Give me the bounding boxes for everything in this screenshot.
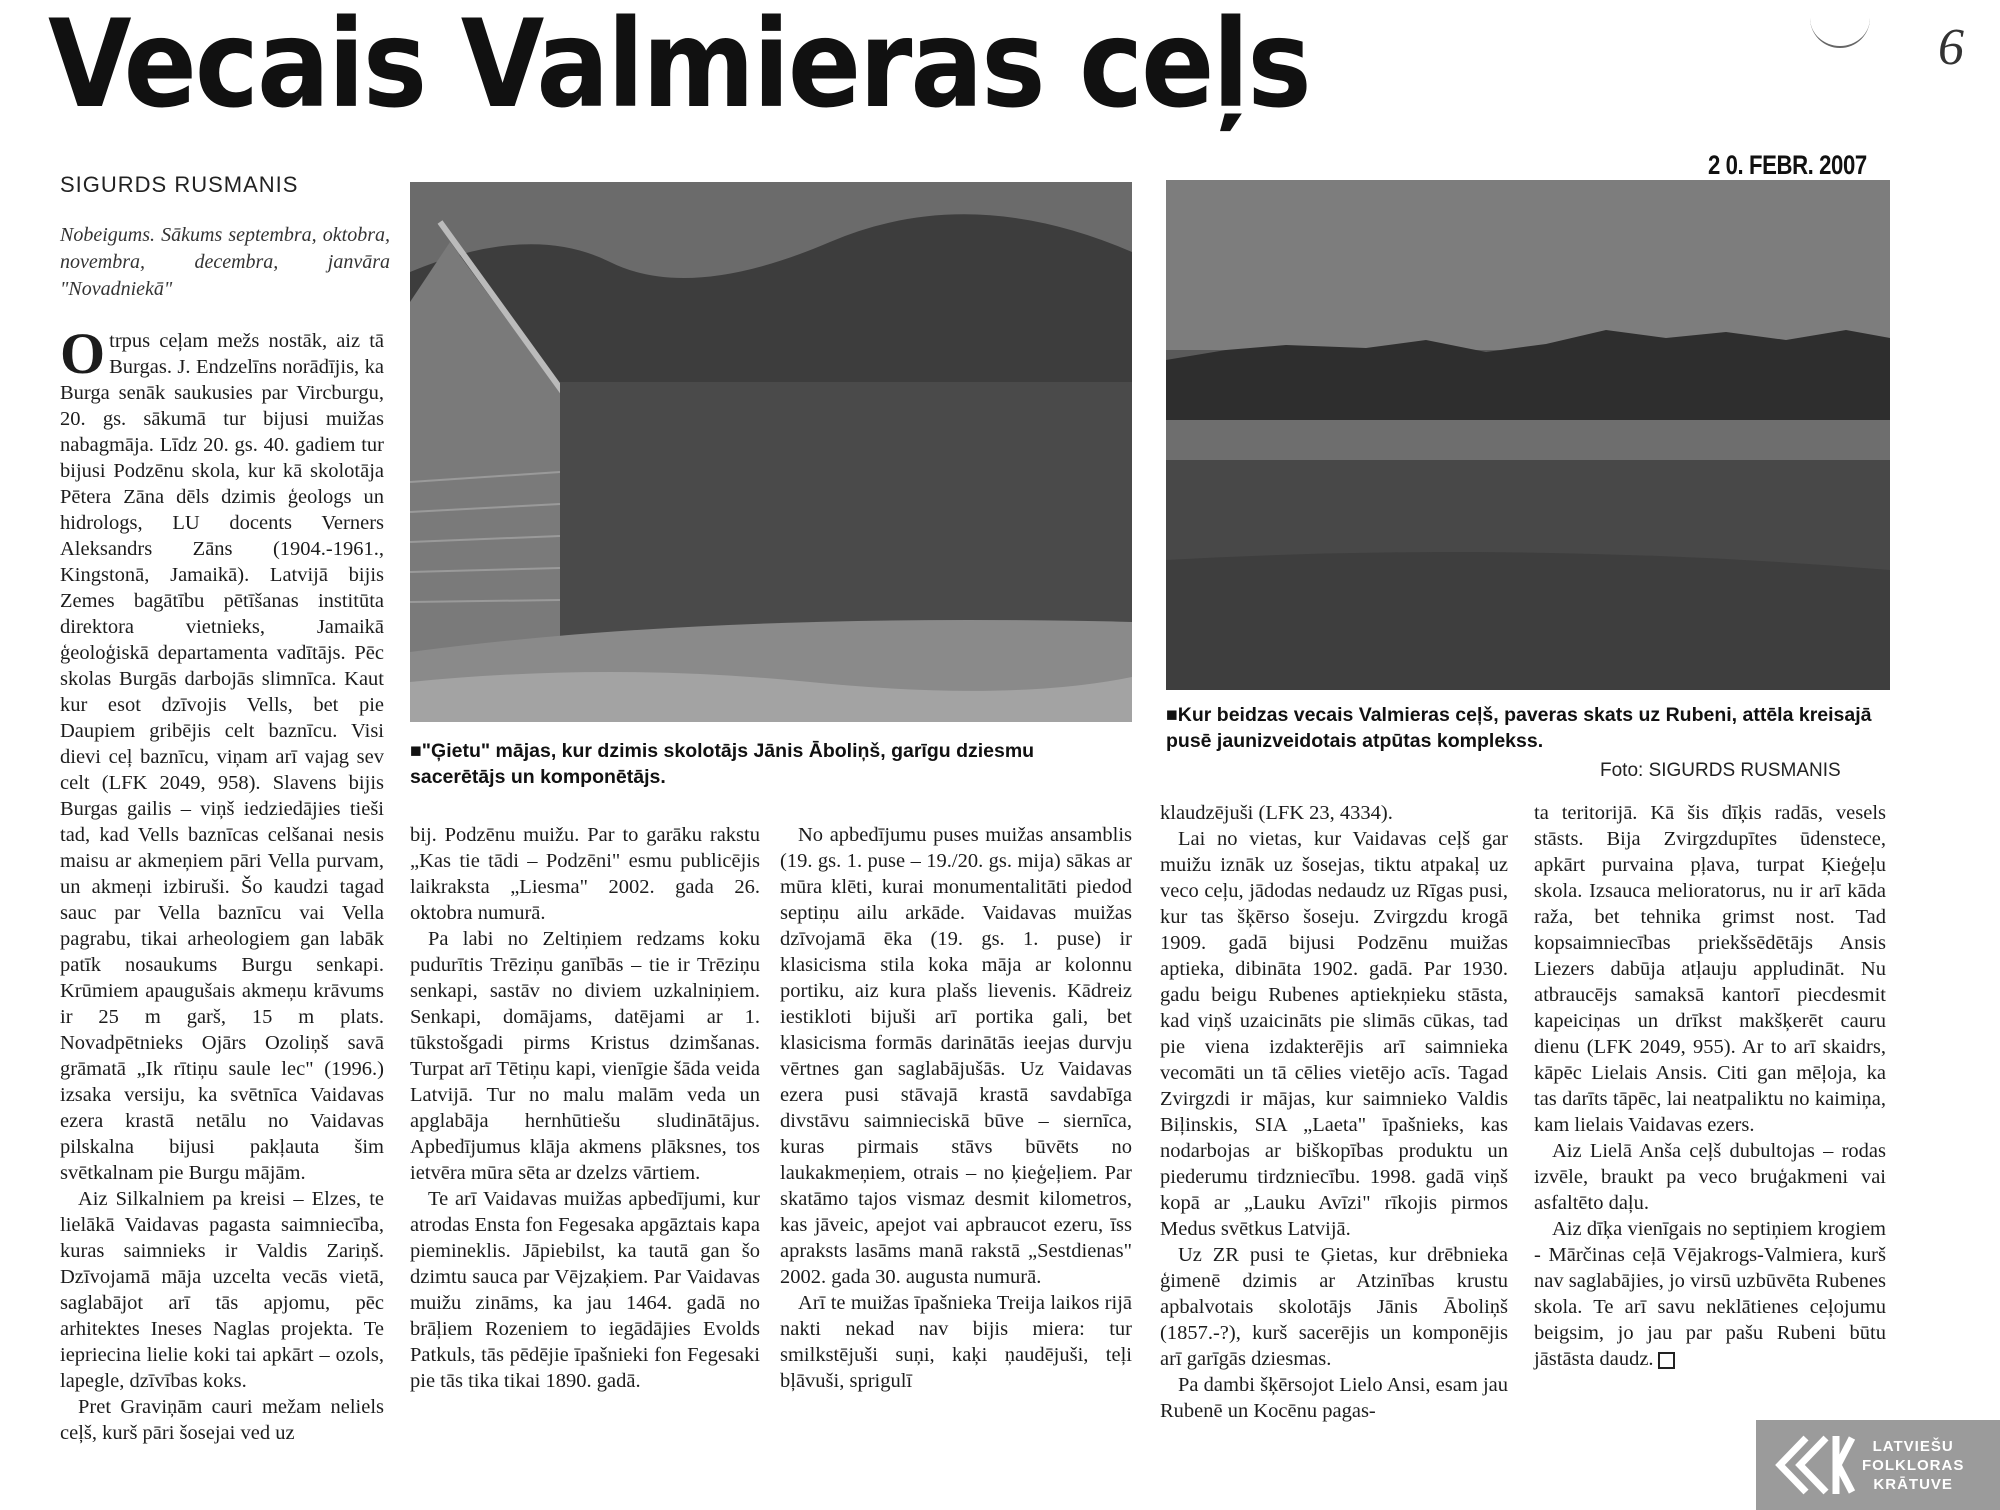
paragraph: Uz ZR pusi te Ģietas, kur drēbnieka ģimenē dzimis ar Atzinības krustu apbalvotais skolotājs Jānis Āboliņš (1857.-?), kurš sacerējis un komponējis arī garīgās dziesmas. — [1160, 1244, 1508, 1370]
drop-cap: O — [60, 321, 106, 386]
photo-gietu-house — [410, 182, 1132, 722]
article-column-1 — [60, 321, 384, 1446]
byline: SIGURDS RUSMANIS — [60, 172, 299, 197]
article-column-3 — [780, 822, 1132, 1394]
archive-logo — [1756, 1420, 2000, 1510]
paragraph — [1534, 1216, 1886, 1372]
article-column-4 — [1160, 800, 1508, 1424]
pen-mark — [1810, 18, 1870, 48]
photo-caption-right — [1166, 702, 1890, 754]
paragraph: Lai no vietas, kur Vaidavas ceļš gar muižu iznāk uz šosejas, tiktu atpakaļ uz veco ceļu, jādodas nedaudz uz Rīgas pusi, kur tas šķērso šoseju. Zvirgzdu krogā 1909. gadā bijusi Podzēnu muižas aptieka, dibināta 1902. gadā. Par 1930. gadu beigu Rubenes aptiekņieku stāsta, kad viņš uzaicināts pie slimās cūkas, tad pie viena izdakterējis arī saimnieka vecomāti un tā cēlies vietējo acīs. Tagad Zvirgzdi ir mājas, kur saimnieko Valdis Biļinskis, SIA „Laeta" īpašnieks, kas nodarbojas ar biškopības produktu un piederumu tirdzniecību. 1998. gadā viņš kopā ar „Lauku Avīzi" rīkojis pirmos Medus svētkus Latvijā. — [1160, 828, 1508, 1240]
date-stamp: 2 0. FEBR. 2007 — [1708, 150, 1867, 180]
logo-text — [1862, 1437, 1964, 1494]
end-mark-icon — [1658, 1352, 1675, 1369]
logo-line: FOLKLORAS — [1862, 1456, 1965, 1474]
photo-rubene-view — [1166, 180, 1890, 690]
paragraph: Aiz Lielā Anša ceļš dubultojas – rodas izvēle, braukt pa veco bruģakmeni vai asfaltēto daļu. — [1534, 1140, 1886, 1214]
photo-caption-left — [410, 738, 1132, 790]
page-number: 6 — [1938, 19, 1964, 76]
paragraph: Aiz Silkalniem pa kreisi – Elzes, te lielākā Vaidavas pagasta saimniecība, kuras saimnieks ir Valdis Zariņš. Dzīvojamā māja uzcelta vecās vietā, saglabājot arī tās apjomu, pēc arhitektes Ineses Naglas projekta. Te iepriecina lielie koki tai apkārt – ozols, lapegle, dzīvības koks. — [60, 1188, 384, 1392]
paragraph: klaudzējuši (LFK 23, 4334). — [1160, 802, 1393, 824]
logo-line: KRĀTUVE — [1873, 1475, 1953, 1493]
paragraph: Pa labi no Zeltiņiem redzams koku pudurītis Trēziņu ganībās – tie ir Trēziņu senkapi, sastāv no diviem uzkalniņiem. Senkapi, domājams, datējami ar 1. tūkstošgadi pirms Kristus dzimšanas. Turpat arī Tētiņu kapi, vienīgie šāda veida Latvijā. Tur no malu malām veda un apglabāja hernhūtiešu sludinātājus. Apbedījumus klāja akmens plāksnes, tos ietvēra mūra sēta ar dzelzs vārtiem. — [410, 928, 760, 1184]
caption-square-icon: ■ — [410, 740, 422, 762]
paragraph: Pret Graviņām cauri mežam neliels ceļš, kurš pāri šosejai ved uz — [60, 1396, 384, 1444]
paragraph: Te arī Vaidavas muižas apbedījumi, kur atrodas Ensta fon Fegesaka apgāztais kapa piemineklis. Jāpiebilst, ka tautā gan šo dzimtu sauca par Vējzaķiem. Par Vaidavas muižu zināms, ka jau 1464. gadā no brāļiem Rozeniem to iegādājies Evolds Patkuls, tās pēdējie īpašnieki fon Fegesaki pie tās tika tikai 1890. gadā. — [410, 1188, 760, 1392]
paragraph-text: trpus ceļam mežs nostāk, aiz tā Burgas. J. Endzelīns norādījis, ka Burga senāk saukusies par Vircburgu, 20. gs. sākumā tur bijusi muižas nabagmāja. Līdz 20. gs. 40. gadiem tur bijusi Podzēnu skola, kur kā skolotāja Pētera Zāna dēls dzimis ģeologs un hidrologs, LU docents Verners Aleksandrs Zāns (1904.-1961., Kingstonā, Jamaikā). Latvijā bijis Zemes bagātību pētīšanas institūta direktora vietnieks, Jamaikā ģeoloģiskā departamenta vadītājs. Pēc skolas Burgās darbojās slimnīca. Kaut kur esot dzīvojis Vells, bet pie Daupiem gribējis celt baznīcu. Visi dievi ceļ baznīcu, viņam arī vajag sev celt (LFK 2049, 958). Slavens bijis Burgas gailis – viņš iedziedājies tieši tad, kad Vells baznīcas celšanai nesis maisu ar akmeņiem pāri Vella purvam, un akmeņi izbiruši. Šo kaudzi tagad sauc par Vella baznīcu vai Vella pagrabu, tikai arheologiem gan labāk patīk nosaukums Burgu senkapi. Krūmiem apaugušais akmeņu krāvums ir 25 m garš, 15 m plats. Novadpētnieks Ojārs Ozoliņš savā grāmatā „Ik rītiņu saule lec" (1996.) izsaka versiju, ka svētnīca Vaidavas ezera krastā netālu no Vaidavas pilskalna bijusi pakļauta šim svētkalnam pie Burgu mājām. — [60, 330, 384, 1184]
paragraph — [60, 321, 384, 1186]
article-headline: Vecais Valmieras ceļs — [48, 0, 1310, 135]
paragraph-text: Aiz dīķa vienīgais no septiņiem krogiem - Mārčinas ceļā Vējakrogs-Valmiera, kurš nav saglabājies, jo virsū uzbūvēta Rubenes skola. Te arī savu neklātienes ceļojumu beigsim, jo jau par pašu Rubeni būtu jāstāsta daudz. — [1534, 1218, 1886, 1370]
photo-credit: Foto: SIGURDS RUSMANIS — [1600, 760, 1841, 781]
caption-text: Kur beidzas vecais Valmieras ceļš, paveras skats uz Rubeni, attēla kreisajā pusē jaunizveidotais atpūtas komplekss. — [1166, 704, 1872, 752]
article-column-2 — [410, 822, 760, 1394]
caption-square-icon: ■ — [1166, 704, 1178, 726]
paragraph: Pa dambi šķērsojot Lielo Ansi, esam jau Rubenē un Kocēnu pagas- — [1160, 1374, 1508, 1422]
caption-text: "Ģietu" mājas, kur dzimis skolotājs Jānis Āboliņš, garīgu dziesmu sacerētājs un komponētājs. — [410, 740, 1035, 788]
paragraph: Arī te muižas īpašnieka Treija laikos rijā nakti nekad nav bijis miera: tur smilkstējuši suņi, kaķi ņaudējuši, teļi bļāvuši, sprigulī — [780, 1292, 1132, 1392]
lead-note: Nobeigums. Sākums septembra, oktobra, novembra, decembra, janvāra "Novadniekā" — [60, 224, 390, 300]
lfk-logo-icon — [1766, 1430, 1856, 1500]
logo-line: LATVIEŠU — [1872, 1437, 1954, 1455]
paragraph: ta teritorijā. Kā šis dīķis radās, vesels stāsts. Bija Zvirgzdupītes ūdenstece, apkārt purvaina pļava, turpat Ķieģeļu skola. Izsauca melioratorus, nu ir arī kāda raža, bet tehnika grimst nost. Tad kopsaimniecības priekšsēdētājs Ansis Liezers dabūja atļauju appludināt. Nu atbraucējs samaksā kantorī piecdesmit kapeiciņas un drīkst makšķerēt cauru dienu (LFK 2049, 955). Ar to arī skaidrs, kāpēc Lielais Ansis. Citi gan mēļoja, ka tas darīts tāpēc, lai neatpaliktu no kaimiņa, kam lielais Vaidavas ezers. — [1534, 802, 1886, 1136]
article-column-5 — [1534, 800, 1886, 1372]
paragraph: No apbedījumu puses muižas ansamblis (19. gs. 1. puse – 19./20. gs. mija) sākas ar mūra klēti, kurai monumentalitāti piedod septiņu ailu arkāde. Vaidavas muižas dzīvojamā ēka (19. gs. 1. puse) ir klasicisma stila koka māja ar kolonnu portiku, aiz kura plašs lievenis. Kādreiz iestikloti bijuši arī portika gali, bet klasicisma formās darinātās ieejas durvju vērtnes gan saglabājušās. Uz Vaidavas ezera pusi stāvajā krastā savdabīga divstāvu saimnieciskā būve – siernīca, kuras pirmais stāvs būvēts no laukakmeņiem, otrais – no ķieģeļiem. Par skatāmo tajos vismaz desmit kilometros, kas jāveic, apejot vai apbraucot ezeru, īss apraksts lasāms manā rakstā „Sestdienas" 2002. gada 30. augusta numurā. — [780, 824, 1132, 1288]
paragraph: bij. Podzēnu muižu. Par to garāku rakstu „Kas tie tādi – Podzēni" esmu publicējis laikraksta „Liesma" 2002. gada 26. oktobra numurā. — [410, 824, 760, 924]
